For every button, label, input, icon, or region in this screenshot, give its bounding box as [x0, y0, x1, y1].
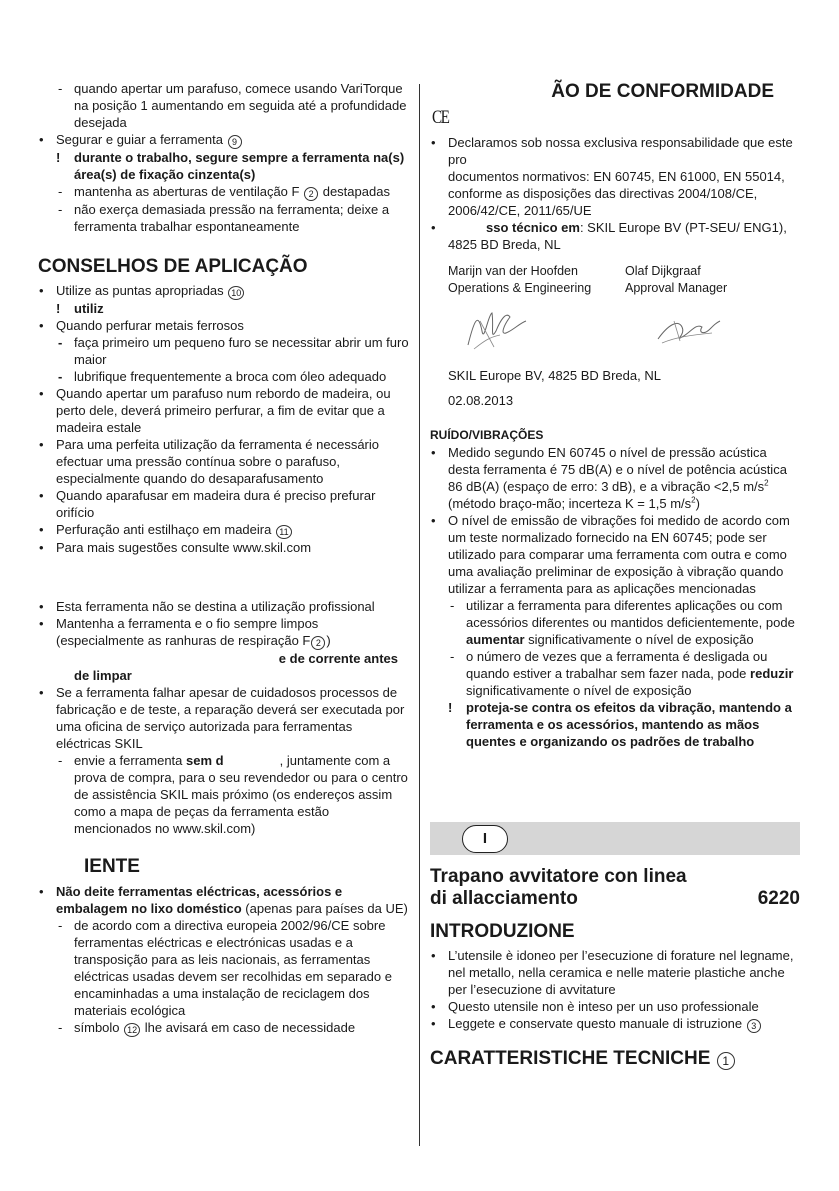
list-item: • Leggete e conservate questo manuale di istruzione 3	[430, 1015, 800, 1033]
list-item: - o número de vezes que a ferramenta é desligada ou quando estiver a trabalhar sem fazer nada, pode reduzir significativamente o nível de exposição	[430, 648, 802, 699]
warning-item: ! utiliz	[38, 300, 410, 317]
ce-mark	[430, 104, 802, 130]
list-item: - utilizar a ferramenta para diferentes aplicações ou com acessórios diferentes ou mantidos deficientemente, pode aumentar significativamente o nível de exposição	[430, 597, 802, 648]
callout-number: 9	[228, 135, 242, 149]
list-item: • Perfuração anti estilhaço em madeira 11	[38, 521, 410, 539]
list-item: • Segurar e guiar a ferramenta 9	[38, 131, 410, 149]
bold-text: e de corrente antes	[278, 651, 398, 666]
signatory-name: Olaf Dijkgraaf	[625, 264, 701, 278]
date: 02.08.2013	[448, 393, 514, 408]
section-heading: IENTE	[84, 856, 140, 877]
company-address: SKIL Europe BV, 4825 BD Breda, NL	[448, 368, 661, 383]
model-number: 6220	[757, 888, 800, 909]
list-item: - envie a ferramenta sem d , juntamente com a prova de compra, para o seu revendedor ou para o centro de assistência SKIL mais próximo (os endereços assim como a mapa de peças da ferramenta estão mencionados no www.skil.com)	[38, 752, 410, 837]
warning-item: ! proteja-se contra os efeitos da vibração, mantendo a ferramenta e os acessórios, mantendo as mãos quentes e organizando os padrões de trabalho	[430, 699, 802, 750]
signatory-role: Approval Manager	[625, 281, 728, 295]
signature-image	[652, 309, 722, 349]
section-heading: CONSELHOS DE APLICAÇÃO	[38, 256, 308, 277]
paragraph: documentos normativos: EN 60745, EN 61000, EN 55014, conforme as disposições das directivas 2004/108/CE, 2006/42/CE, 2011/65/UE	[448, 169, 785, 218]
callout-number: 10	[228, 286, 244, 300]
list-item: • sso técnico em: SKIL Europe BV (PT-SEU/ ENG1), 4825 BD Breda, NL	[430, 219, 802, 253]
signatures	[460, 297, 802, 361]
list-item: • O nível de emissão de vibrações foi medido de acordo com um teste normalizado fornecido na EN 60745; pode ser utilizado para comparar uma ferramenta com outra e como uma avaliação preliminar de exposição à vibração quando utilizar a ferramenta para as aplicações mencionadas	[430, 512, 802, 597]
list-item: - quando apertar um parafuso, comece usando VariTorque na posição 1 aumentando em seguida até a profundidade desejada	[38, 80, 410, 131]
list-item: - lubrifique frequentemente a broca com óleo adequado	[38, 368, 410, 385]
blank-heading-space	[38, 556, 410, 598]
signature-image	[460, 301, 530, 357]
signatories	[448, 263, 802, 297]
signatory-name: Marijn van der Hoofden	[448, 264, 578, 278]
warning-item: ! durante o trabalho, segure sempre a ferramenta na(s) área(s) de fixação cinzenta(s)	[38, 149, 410, 183]
callout-number: 1	[717, 1052, 735, 1070]
signatory-role: Operations & Engineering	[448, 281, 592, 295]
ce-mark-text: CE	[432, 106, 449, 128]
list-item: • Quando apertar um parafuso num rebordo de madeira, ou perto dele, deverá primeiro perfurar, a fim de evitar que a madeira estale	[38, 385, 410, 436]
list-item: • Questo utensile non è inteso per un uso professionale	[430, 998, 800, 1015]
list-item: • Esta ferramenta não se destina a utilização profissional	[38, 598, 410, 615]
list-item: - mantenha as aberturas de ventilação F 2 destapadas	[38, 183, 410, 201]
list-item: • Para mais sugestões consulte www.skil.com	[38, 539, 410, 556]
language-band	[430, 822, 800, 855]
list-item: • Utilize as puntas apropriadas 10	[38, 282, 410, 300]
list-item: • Para uma perfeita utilização da ferramenta é necessário efectuar uma pressão contínua sobre o parafuso, especialmente quando do desaparafusamento	[38, 436, 410, 487]
callout-number: 3	[747, 1019, 761, 1033]
product-title: di allacciamento	[430, 888, 578, 909]
callout-number: 11	[276, 525, 292, 539]
list-item: • Medido segundo EN 60745 o nível de pressão acústica desta ferramenta é 75 dB(A) e o nível de potência acústica 86 dB(A) (espaço de erro: 3 dB), e a vibração <2,5 $m/s^2$ (método braço-mão; incerteza K = 1,5 $m/s^2$)	[430, 444, 802, 512]
callout-number: 12	[124, 1023, 140, 1037]
list-item: • Declaramos sob nossa exclusiva responsabilidade que este pro	[430, 134, 802, 168]
list-item: - não exerça demasiada pressão na ferramenta; deixe a ferramenta trabalhar espontaneamente	[38, 201, 410, 235]
list-item: • Quando perfurar metais ferrosos	[38, 317, 410, 334]
list-item: • Se a ferramenta falhar apesar de cuidadosos processos de fabricação e de teste, a reparação deverá ser executada por uma oficina de serviço autorizada para ferramentas eléctricas SKIL	[38, 684, 410, 752]
right-column	[430, 80, 802, 750]
section-heading: ÃO DE CONFORMIDADE	[551, 81, 774, 102]
callout-number: 2	[311, 636, 325, 650]
callout-number: 2	[304, 187, 318, 201]
list-item: • Não deite ferramentas eléctricas, acessórios e embalagem no lixo doméstico (apenas para países da UE)	[38, 883, 410, 917]
bold-text: de limpar	[74, 668, 132, 683]
list-item: - símbolo 12 lhe avisará em caso de necessidade	[38, 1019, 410, 1037]
product-title-row	[430, 888, 800, 910]
list-item: - de acordo com a directiva europeia 2002/96/CE sobre ferramentas eléctricas e electrónicas usadas e a transposição para as leis nacionais, as ferramentas eléctricas usadas devem ser recolhidas em separado e encaminhadas a uma instalação de reciclagem dos materiais ecológica	[38, 917, 410, 1019]
column-divider	[419, 84, 420, 1146]
section-heading: CARATTERISTICHE TECNICHE 1	[430, 1047, 800, 1071]
list-item: • L’utensile è idoneo per l’esecuzione di forature nel legname, nel metallo, nella ceramica e nelle materie plastiche anche per l’esecuzione di avvitature	[430, 947, 800, 998]
list-item: • Quando aparafusar em madeira dura é preciso prefurar orifício	[38, 487, 410, 521]
italian-section	[430, 866, 800, 1071]
section-heading: RUÍDO/VIBRAÇÕES	[430, 428, 544, 442]
list-item: - faça primeiro um pequeno furo se necessitar abrir um furo maior	[38, 334, 410, 368]
list-item: • Mantenha a ferramenta e o fio sempre limpos (especialmente as ranhuras de respiração F 2 )	[38, 615, 410, 650]
section-heading: INTRODUZIONE	[430, 921, 575, 942]
left-column	[38, 80, 410, 1037]
product-title: Trapano avvitatore con linea	[430, 866, 687, 887]
language-badge: I	[462, 825, 508, 853]
